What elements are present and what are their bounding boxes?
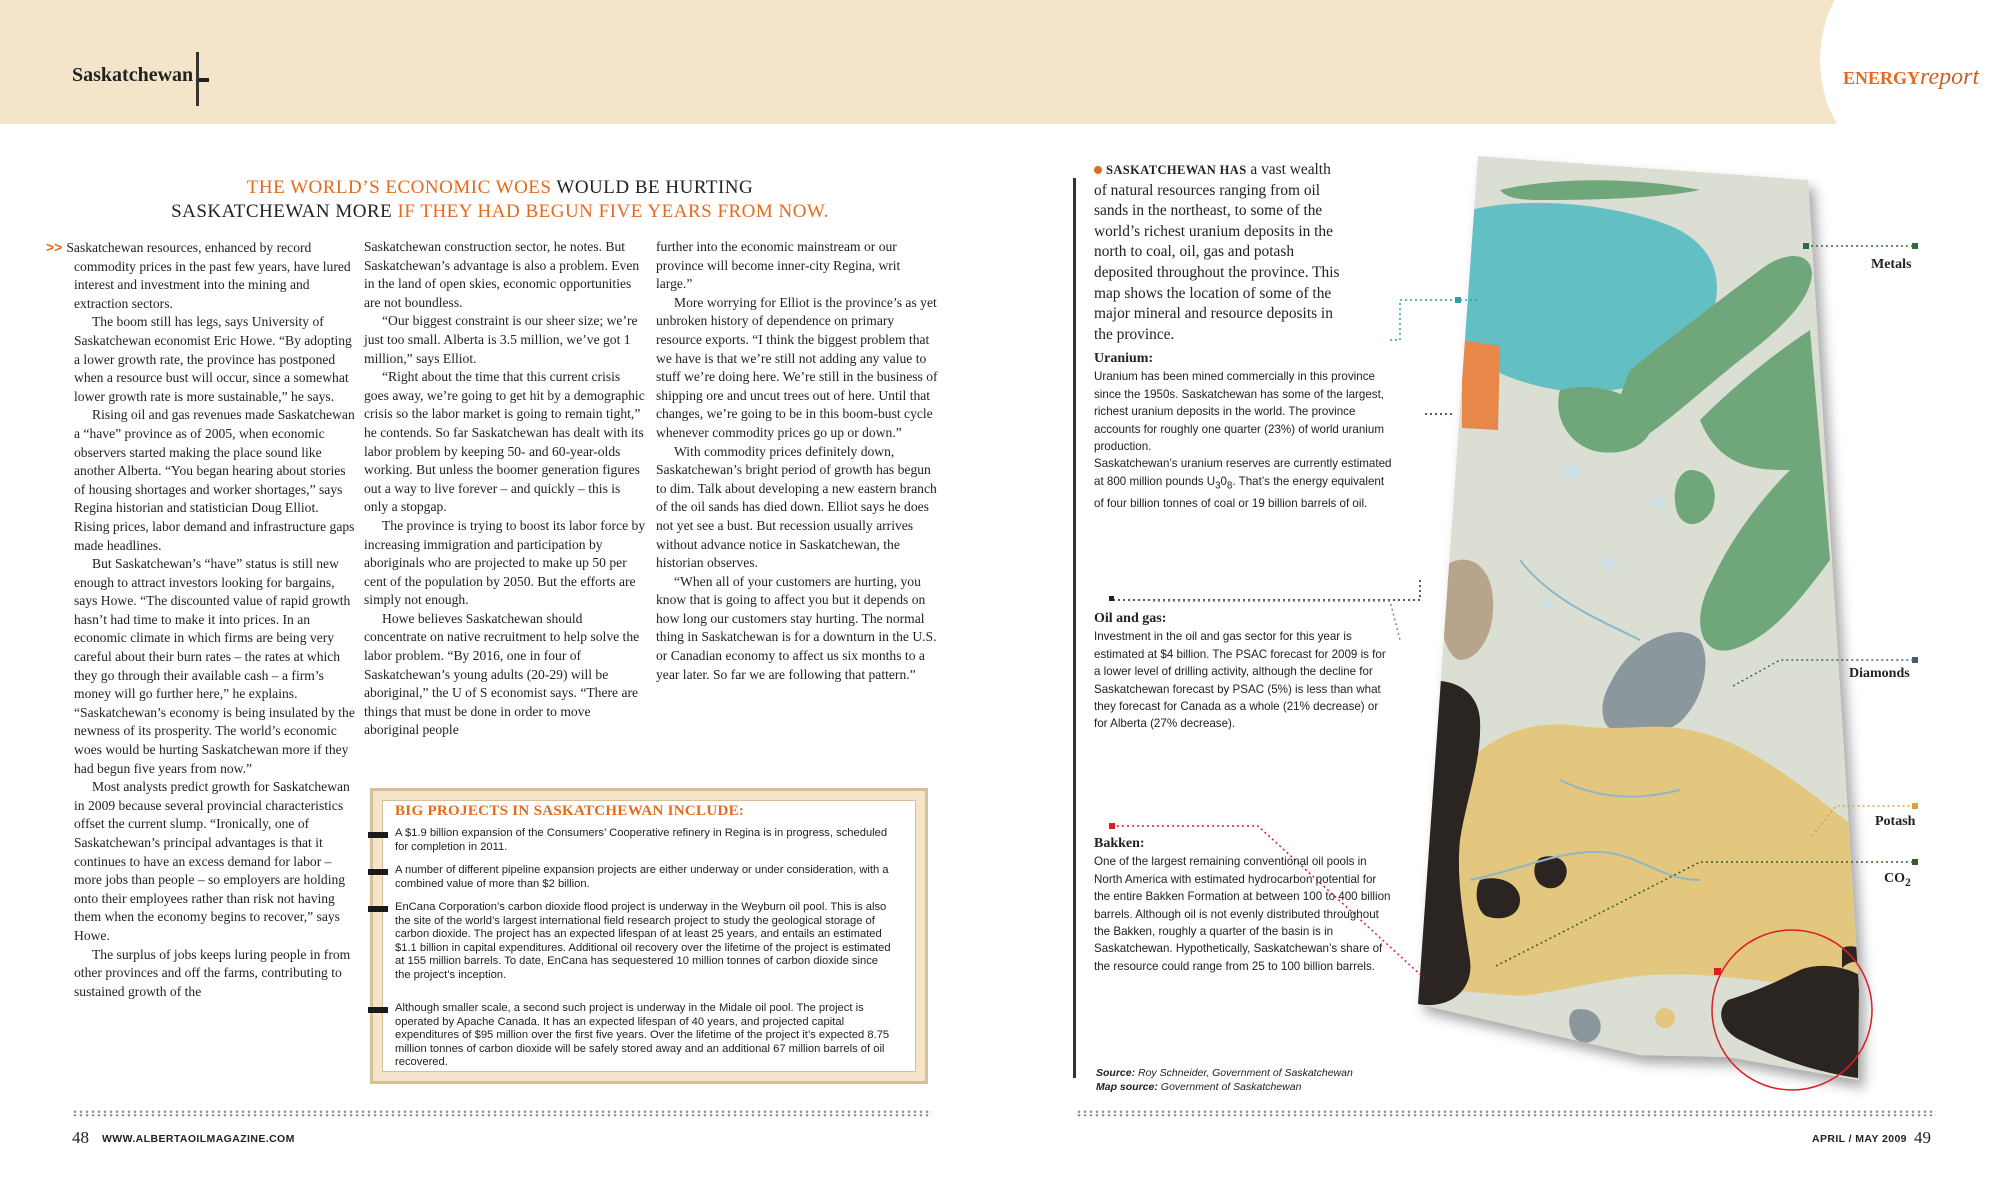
pull-quote-part3: SASKATCHEWAN MORE: [171, 201, 393, 222]
project-item: Although smaller scale, a second such project is underway in the Midale oil pool. The project is operated by Apache Canada. It has an expected lifespan of 40 years, and projected capital expenditures of $95 million over the first five years. Over the lifetime of the project it’s expected 8.75 million tonnes of carbon dioxide will be safely stored away and an additional 67 million barrels of oil recovered.: [395, 1002, 890, 1069]
project-item: A number of different pipeline expansion projects are either underway or under consideration, with a combined value of more than $2 billion.: [395, 864, 889, 890]
paragraph: With commodity prices definitely down, Saskatchewan’s bright period of growth has begun to dim. Talk about developing a new eastern branch of the oil sands has died down. Elliot says he does not yet see a bust. But recession usually arrives without advance notice in Saskatchewan, the historian observes.: [656, 443, 937, 571]
uranium-text-2: [1094, 455, 1394, 512]
oil-leader: [1112, 580, 1420, 602]
paragraph: The province is trying to boost its labor force by increasing immigration and participation by aboriginals who are projected to make up 50 per cent of the population by 2050. But the efforts are simply not enough.: [364, 517, 646, 608]
legend-diamonds: Diamonds: [1849, 666, 1910, 681]
oil-gas-text: Investment in the oil and gas sector for this year is estimated at $4 billion. The PSAC forecast for 2009 is for a lower level of drilling activity, although the decline for Saskatchewan forecast by PSAC (5%) is less than what they forecast for Canada as a whole (21% decrease) or for Alberta (27% decrease).: [1094, 630, 1386, 731]
source-label: Source:: [1096, 1067, 1136, 1079]
oil-marker: [1109, 596, 1114, 601]
intro-lead: SASKATCHEWAN HAS: [1106, 163, 1247, 177]
paragraph: “Right about the time that this current crisis goes away, we’re going to get hit by a demographic crisis so the labor market is going to remain tight,” he contends. So far Saskatchewan has dealt with its labor problem by keeping 50- and 60-year-olds working. But unless the boomer generation figures out a way to live forever – and quickly – this is only a stopgap.: [364, 369, 645, 515]
metals-marker-end: [1912, 243, 1918, 249]
oil-gas-heading: Oil and gas:: [1094, 611, 1167, 626]
start-marker-icon: >>: [46, 239, 63, 255]
section-name: Saskatchewan: [72, 64, 194, 86]
uranium-marker: [1455, 297, 1461, 303]
source-text: Roy Schneider, Government of Saskatchewan: [1135, 1067, 1353, 1079]
bakken-marker: [1109, 823, 1115, 829]
potash-marker-end: [1912, 803, 1918, 809]
pull-quote-part1: THE WORLD’S ECONOMIC WOES: [246, 177, 552, 198]
uranium-sub-1: 3: [1215, 480, 1221, 492]
uranium-leader: [1390, 300, 1478, 340]
legend-potash: Potash: [1875, 814, 1916, 829]
paragraph: Rising oil and gas revenues made Saskatchewan a “have” province as of 2005, when economic observers started making the place sound like another Alberta. “You began hearing about stories of housing shortages and worker shortages,” says Regina historian and statistician Doug Elliot. Rising prices, labor demand and infrastructure gaps made headlines.: [74, 407, 355, 553]
paragraph: The surplus of jobs keeps luring people in from other provinces and off the farms, contributing to sustained growth of the: [74, 946, 351, 999]
page-number-left: 48: [72, 1128, 89, 1147]
map-source-label: Map source:: [1096, 1081, 1158, 1093]
metals-marker: [1803, 243, 1809, 249]
potash-small-deposit: [1655, 1008, 1675, 1028]
paragraph: “When all of your customers are hurting, you know that is going to affect you but it depends on how long our customers stay hurting. The normal thing in Saskatchewan is for a downturn in the U.S. or Canadian economy to affect us six months to a year later. So far we are following that pattern.”: [656, 573, 937, 682]
legend-co2-sub: 2: [1905, 875, 1911, 889]
pull-quote-part4: IF THEY HAD BEGUN FIVE YEARS FROM NOW.: [392, 201, 829, 222]
map-source-text: Government of Saskatchewan: [1157, 1081, 1302, 1093]
legend-metals: Metals: [1871, 257, 1912, 272]
issue-date: APRIL / MAY 2009: [1812, 1133, 1907, 1145]
paragraph: More worrying for Elliot is the province’s as yet unbroken history of dependence on primary resource exports. “I think the biggest problem that we have is that we’re still not adding any value to stuff we’re doing here. We’re still in the business of shipping ore and uncut trees out of here. Until that changes, we’re going to be in this boom-bust cycle whenever commodity prices go up or down.”: [656, 294, 938, 440]
map-source-line: [1096, 1080, 1353, 1094]
uranium-text-2a: Saskatchewan’s uranium reserves are currently estimated at 800 million pounds U: [1094, 457, 1392, 488]
bakken-info: [1094, 835, 1394, 975]
magazine-url: WWW.ALBERTAOILMAGAZINE.COM: [102, 1133, 295, 1145]
source-line: [1096, 1066, 1353, 1080]
brand-word: ENERGY: [1843, 68, 1921, 88]
oil-gas-info: [1094, 610, 1394, 733]
bakken-heading: Bakken:: [1094, 836, 1145, 851]
uranium-west: [1462, 340, 1500, 430]
uranium-text-2c: . That’s the energy equivalent of four billion tonnes of coal or 19 billion barrels of oil.: [1094, 474, 1385, 510]
paragraph: Saskatchewan construction sector, he notes. But Saskatchewan’s advantage is also a problem. Even in the land of open skies, economic opportunities are not boundless.: [364, 239, 640, 310]
uranium-sub-2: 8: [1227, 480, 1233, 492]
uranium-heading: Uranium:: [1094, 351, 1154, 366]
paragraph: further into the economic mainstream or our province will become inner-city Regina, writ large.”: [656, 239, 901, 292]
brand-script: report: [1920, 64, 1980, 90]
pull-quote-part2: WOULD BE HURTING: [551, 177, 754, 198]
paragraph: But Saskatchewan’s “have” status is still new enough to attract investors looking for bargains, says Howe. “The discounted value of rapid growth hasn’t had time to make it into prices. In an economic climate in which firms are being very careful about their burn rates – the rates at which they go through their available cash – a firm’s money will go further here,” he explains. “Saskatchewan’s economy is being insulated by the newness of its prosperity. The world’s economic woes would be hurting Saskatchewan more if they had begun five years from now.”: [74, 556, 355, 776]
paragraph: Most analysts predict growth for Saskatchewan in 2009 because several provincial characteristics offset the current slump. “Ironically, one of Saskatchewan’s principal advantages is that it continues to have an excess demand for labor – more jobs than people – so employers are holding onto their employees rather than risk not having them when the economy begins to recover,” says Howe.: [74, 779, 350, 943]
project-item: A $1.9 billion expansion of the Consumers’ Cooperative refinery in Regina is in progress, scheduled for completion in 2011.: [395, 827, 888, 853]
diamonds-marker-end: [1912, 657, 1918, 663]
project-item: EnCana Corporation’s carbon dioxide flood project is underway in the Weyburn oil pool. This is also the site of the world’s largest international field research project to study the geological storage of carbon dioxide. The project has an expected lifespan of at least 25 years, and entails an estimated $1.1 billion in capital expenditures. Additional oil recovery over the lifetime of the project is estimated at 155 million barrels. To date, EnCana has sequestered 10 million tonnes of carbon dioxide since the project’s inception.: [395, 901, 891, 981]
page-number-right: 49: [1914, 1128, 1931, 1147]
uranium-info: [1094, 350, 1394, 512]
legend-co2-text: CO: [1884, 871, 1905, 886]
uranium-text-2b: 0: [1220, 474, 1227, 488]
intro-text: a vast wealth of natural resources ranging from oil sands in the northeast, to some of the world’s richest uranium deposits in the north to coal, oil, gas and potash deposited throughout the province. This map shows the location of some of the major mineral and resource deposits in the province.: [1094, 161, 1340, 343]
big-projects-title: BIG PROJECTS IN SASKATCHEWAN INCLUDE:: [395, 803, 745, 819]
source-credits: [1096, 1066, 1353, 1094]
bakken-circle-marker: [1714, 968, 1721, 975]
paragraph-text: Saskatchewan resources, enhanced by record commodity prices in the past few years, have lured interest and investment into the mining and extraction sectors.: [66, 240, 351, 311]
paragraph: The boom still has legs, says University of Saskatchewan economist Eric Howe. “By adopting a lower growth rate, the province has postponed when a resource bust will occur, since a somewhat lower growth rate is more sustainable,” he says.: [74, 314, 352, 404]
co2-marker-end: [1912, 859, 1918, 865]
paragraph: “Our biggest constraint is our sheer size; we’re just too small. Alberta is 3.5 million, we’ve got 1 million,” says Elliot.: [364, 313, 638, 366]
paragraph: Howe believes Saskatchewan should concentrate on native recruitment to help solve the labor problem. “By 2016, one in four of Saskatchewan’s young adults (20-29) will be aboriginal,” the U of S economist says. “There are things that must be done in order to move aboriginal people: [364, 610, 640, 738]
legend-co2: [1884, 871, 1911, 889]
uranium-text-1: Uranium has been mined commercially in this province since the 1950s. Saskatchewan has some of the largest, richest uranium deposits in the world. The province accounts for roughly one quarter (23%) of world uranium production.: [1094, 370, 1385, 454]
bakken-text: One of the largest remaining conventional oil pools in North America with estimated hydrocarbon potential for the entire Bakken Formation at between 100 to 400 billion barrels. Although oil is not evenly distributed throughout the Bakken, roughly a quarter of the basin is in Saskatchewan. Hypothetically, Saskatchewan’s share of the resource could range from 25 to 100 billion barrels.: [1094, 855, 1391, 973]
